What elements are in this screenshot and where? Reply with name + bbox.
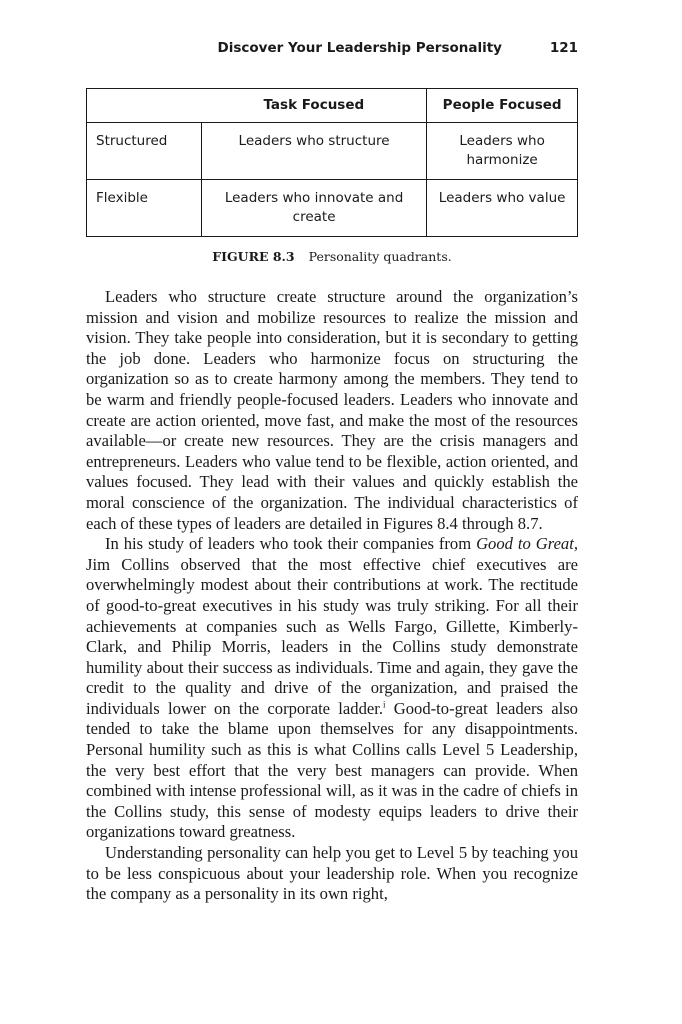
running-head	[86, 40, 578, 62]
book-title-good-to-great: Good to Great,	[476, 534, 578, 554]
cell-leaders-who-structure: Leaders who structure	[201, 123, 426, 180]
paragraph-2	[86, 534, 578, 843]
personality-quadrants-table	[86, 88, 578, 237]
figure-caption	[86, 249, 578, 264]
figure-caption-text: Personality quadrants.	[308, 249, 452, 264]
cell-leaders-who-innovate: Leaders who innovate and create	[201, 180, 426, 237]
header-task-focused: Task Focused	[201, 89, 426, 123]
running-head-title: Discover Your Leadership Personality	[217, 40, 502, 56]
cell-leaders-who-harmonize: Leaders who harmonize	[427, 123, 578, 180]
paragraph-3: Understanding personality can help you get to Level 5 by teaching you to be less conspicuous about your leadership role. When you recognize the company as a personality in its own right,	[86, 843, 578, 904]
page-number: 121	[549, 40, 578, 56]
table-row-flexible	[87, 180, 578, 237]
header-blank-cell	[87, 89, 202, 123]
figure-caption-label: FIGURE 8.3	[212, 249, 295, 264]
paragraph-2-part-a: In his study of leaders who took their companies from	[105, 534, 477, 554]
row-label-flexible: Flexible	[87, 180, 202, 237]
row-label-structured: Structured	[87, 123, 202, 180]
endnote-marker: i	[383, 699, 386, 710]
paragraph-2-part-c: Good-to-great leaders also tended to take the blame upon themselves for any disappointments. Personal humility such as this is what Collins calls Level 5 Leadership, the very best effort that the very best managers can provide. When combined with intense professional will, as it was in the cadre of chiefs in the Collins study, this sense of modesty equips leaders to drive their organizations toward greatness.	[86, 698, 578, 842]
table-row-structured	[87, 123, 578, 180]
body-text	[86, 287, 578, 905]
header-people-focused: People Focused	[427, 89, 578, 123]
table-header-row	[87, 89, 578, 123]
paragraph-1: Leaders who structure create structure around the organization’s mission and vision and mobilize resources to realize the mission and vision. They take people into consideration, but it is secondary to getting the job done. Leaders who harmonize focus on structuring the organization so as to create harmony among the members. They tend to be warm and friendly people-focused leaders. Leaders who innovate and create are action oriented, move fast, and make the most of the resources available—or create new resources. They are the crisis managers and entrepreneurs. Leaders who value tend to be flexible, action oriented, and values focused. They lead with their values and quickly establish the moral conscience of the organization. The individual characteristics of each of these types of leaders are detailed in Figures 8.4 through 8.7.	[86, 287, 578, 533]
paragraph-2-part-b: Jim Collins observed that the most effective chief executives are overwhelmingly modest about their contributions at work. The rectitude of good-to-great executives in his study was truly striking. For all their achievements at companies such as Wells Fargo, Gillette, Kimberly-Clark, and Philip Morris, leaders in the Collins study demonstrate humility about their success as individuals. Time and again, they gave the credit to the quality and drive of the organization, and praised the individuals lower on the corporate ladder.	[86, 554, 578, 718]
cell-leaders-who-value: Leaders who value	[427, 180, 578, 237]
